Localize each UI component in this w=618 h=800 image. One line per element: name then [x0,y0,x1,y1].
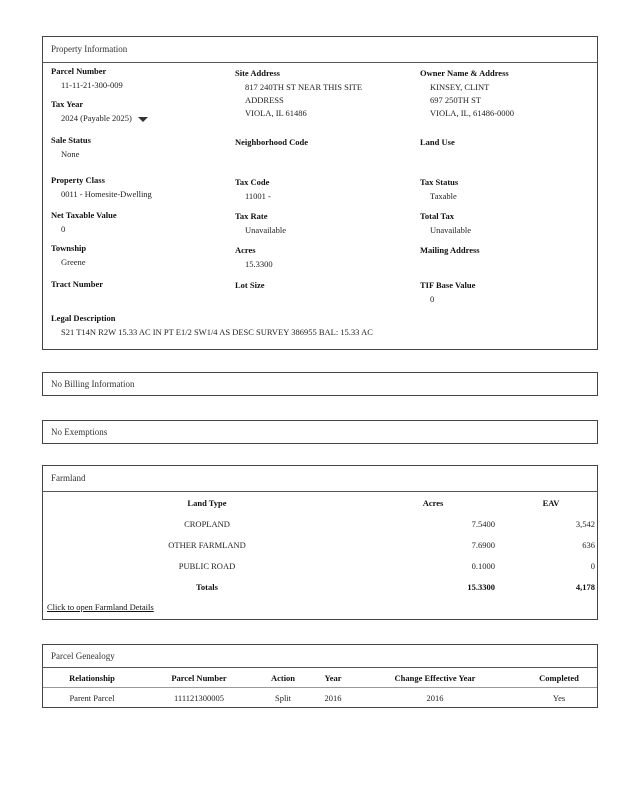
net-taxable-value-label: Net Taxable Value [51,210,117,220]
site-address-line2: ADDRESS [245,95,284,105]
site-address-line3: VIOLA, IL 61486 [245,108,307,118]
eav-cell: 0 [590,561,595,571]
property-class-value: 0011 - Homesite-Dwelling [61,189,152,199]
farmland-header-acres: Acres [422,498,444,508]
acres-cell: 0.1000 [471,561,495,571]
parcel-genealogy-panel [42,644,598,708]
billing-panel [42,372,598,396]
owner-line3: VIOLA, IL, 61486-0000 [430,108,515,118]
acres-cell: 7.5400 [471,519,495,529]
tif-base-value: 0 [430,294,435,304]
land-type-cell: OTHER FARMLAND [168,540,246,550]
exemptions-title: No Exemptions [51,427,108,437]
net-taxable-value: 0 [61,224,66,234]
township-label: Township [51,243,87,253]
tax-year-select[interactable] [61,113,148,123]
parcel-number-value: 11-11-21-300-009 [61,80,123,90]
tax-status-label: Tax Status [420,177,459,187]
eav-cell: 3,542 [575,519,595,529]
sale-status-value: None [61,149,80,159]
total-tax-label: Total Tax [420,211,454,221]
total-tax-value: Unavailable [430,225,472,235]
relationship-cell: Parent Parcel [69,693,115,703]
parcel-number-label: Parcel Number [51,66,107,76]
land-type-cell: PUBLIC ROAD [178,561,236,571]
township-value: Greene [61,257,86,267]
genealogy-header-completed: Completed [539,673,579,683]
neighborhood-code-label: Neighborhood Code [235,137,308,147]
farmland-title: Farmland [51,473,86,483]
genealogy-header-relationship: Relationship [69,673,115,683]
farmland-details-link[interactable]: Click to open Farmland Details [47,602,154,612]
farmland-header-eav: EAV [542,498,560,508]
year-cell: 2016 [324,693,342,703]
genealogy-title: Parcel Genealogy [51,651,115,661]
totals-eav: 4,178 [575,582,595,592]
tax-code-label: Tax Code [235,177,270,187]
panel-title: Property Information [51,44,128,54]
tif-base-value-label: TIF Base Value [420,280,476,290]
tax-year-label: Tax Year [51,99,84,109]
totals-label: Totals [196,582,218,592]
farmland-header-land-type: Land Type [187,498,227,508]
completed-cell: Yes [552,693,566,703]
owner-label: Owner Name & Address [420,68,509,78]
farmland-panel [42,465,598,620]
tax-status-value: Taxable [430,191,457,201]
genealogy-header-change-year: Change Effective Year [394,673,476,683]
land-type-cell: CROPLAND [184,519,230,529]
sale-status-label: Sale Status [51,135,91,145]
genealogy-header-action: Action [270,673,296,683]
action-cell: Split [274,693,292,703]
change-year-cell: 2016 [426,693,444,703]
acres-cell: 7.6900 [471,540,495,550]
genealogy-header-parcel-number: Parcel Number [171,673,227,683]
acres-label: Acres [235,245,256,255]
mailing-address-label: Mailing Address [420,245,480,255]
genealogy-header-year: Year [324,673,342,683]
totals-acres: 15.3300 [467,582,495,592]
property-information-panel [42,36,598,350]
lot-size-label: Lot Size [235,280,265,290]
owner-line2: 697 250TH ST [430,95,481,105]
chevron-down-icon [138,117,148,122]
legal-description-value: S21 T14N R2W 15.33 AC IN PT E1/2 SW1/4 AS DESC SURVEY 386955 BAL: 15.33 AC [61,327,373,337]
tax-year-value: 2024 (Payable 2025) [61,113,132,123]
exemptions-panel [42,420,598,444]
tax-rate-value: Unavailable [245,225,287,235]
site-address-label: Site Address [235,68,280,78]
tax-code-value: 11001 - [245,191,271,201]
land-use-label: Land Use [420,137,455,147]
billing-title: No Billing Information [51,379,135,389]
eav-cell: 636 [582,540,595,550]
property-class-label: Property Class [51,175,105,185]
legal-description-label: Legal Description [51,313,116,323]
acres-value: 15.3300 [245,259,273,269]
owner-line1: KINSEY, CLINT [430,82,490,92]
tax-rate-label: Tax Rate [235,211,268,221]
parcel-number-cell: 111121300005 [173,693,225,703]
site-address-line1: 817 240TH ST NEAR THIS SITE [245,82,363,92]
tract-number-label: Tract Number [51,279,104,289]
